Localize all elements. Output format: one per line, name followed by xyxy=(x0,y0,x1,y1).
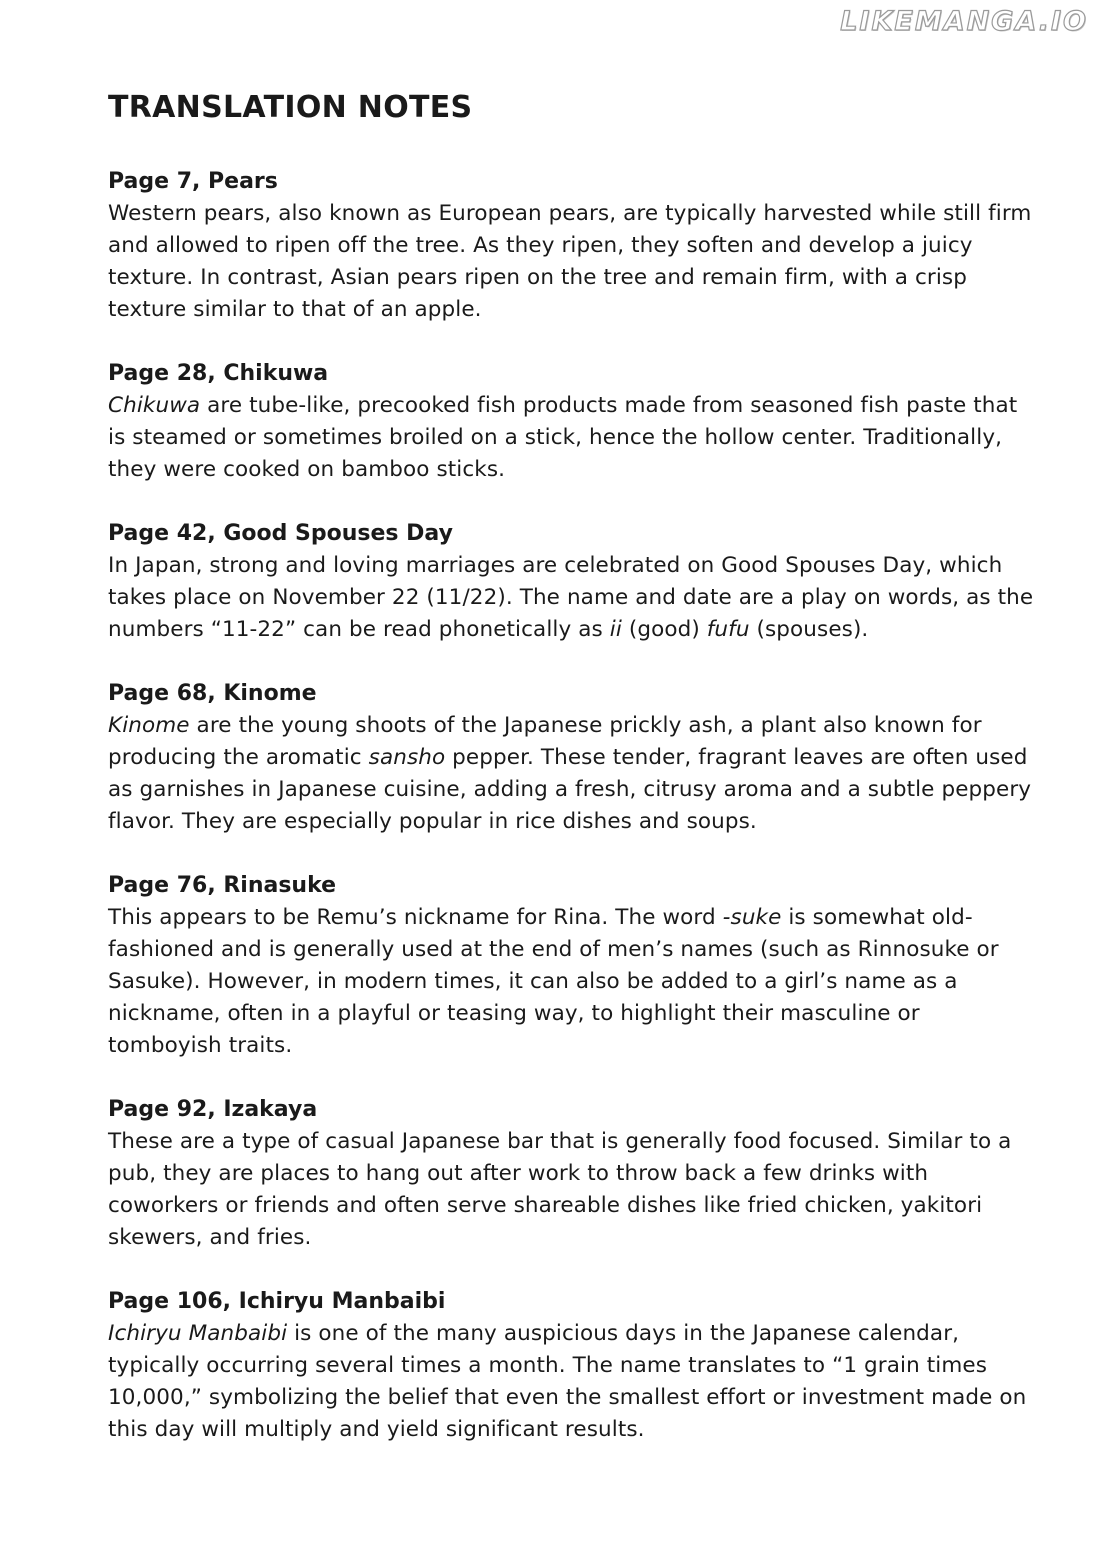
note-body xyxy=(108,198,1038,326)
translation-notes-page xyxy=(108,86,1038,1478)
note-heading: Page 28, Chikuwa xyxy=(108,361,329,386)
note-term: fufu xyxy=(706,617,750,642)
note-text: In Japan, strong and loving marriages are celebrated on Good Spouses Day, which takes place on November 22 (11/22). The name and date are a play on words, as the numbers “11-22” can be read phonetically as xyxy=(108,553,1034,642)
note-term: -suke xyxy=(722,905,782,930)
note-heading: Page 42, Good Spouses Day xyxy=(108,521,453,546)
note-term: Kinome xyxy=(108,713,190,738)
note-text: are the young shoots of the Japanese prickly ash, a plant also known for producing the aromatic xyxy=(108,713,982,770)
note-heading: Page 68, Kinome xyxy=(108,681,317,706)
note-text: are tube-like, precooked fish products made from seasoned fish paste that is steamed or sometimes broiled on a stick, hence the hollow center. Traditionally, they were cooked on bamboo sticks. xyxy=(108,393,1018,482)
note-entry xyxy=(108,1286,1038,1446)
note-entry xyxy=(108,358,1038,486)
note-entry xyxy=(108,518,1038,646)
note-term: sansho xyxy=(368,745,446,770)
note-text: (spouses). xyxy=(749,617,869,642)
note-body xyxy=(108,902,1038,1062)
note-body xyxy=(108,390,1038,486)
note-heading: Page 106, Ichiryu Manbaibi xyxy=(108,1289,446,1314)
note-text: pepper. These tender, fragrant leaves are often used as garnishes in Japanese cuisine, adding a fresh, citrusy aroma and a subtle peppery flavor. They are especially popular in rice dishes and soups. xyxy=(108,745,1032,834)
note-text: This appears to be Remu’s nickname for Rina. The word xyxy=(108,905,723,930)
page-title: TRANSLATION NOTES xyxy=(108,90,473,125)
note-term: Chikuwa xyxy=(108,393,201,418)
note-term: Ichiryu Manbaibi xyxy=(108,1321,288,1346)
note-text: Western pears, also known as European pears, are typically harvested while still firm and allowed to ripen off the tree. As they ripen, they soften and develop a juicy texture. In contrast, Asian pears ripen on the tree and remain firm, with a crisp texture similar to that of an apple. xyxy=(108,201,1032,322)
note-body xyxy=(108,1126,1038,1254)
note-entry xyxy=(108,166,1038,326)
note-heading: Page 7, Pears xyxy=(108,169,278,194)
note-text: is one of the many auspicious days in the Japanese calendar, typically occurring several times a month. The name translates to “1 grain times 10,000,” symbolizing the belief that even the smallest effort or investment made on this day will multiply and yield significant results. xyxy=(108,1321,1027,1442)
note-text: (good) xyxy=(621,617,707,642)
note-text: is somewhat old-fashioned and is generally used at the end of men’s names (such as Rinnosuke or Sasuke). However, in modern times, it can also be added to a girl’s name as a nickname, often in a playful or teasing way, to highlight their masculine or tomboyish traits. xyxy=(108,905,999,1058)
note-body xyxy=(108,710,1038,838)
note-body xyxy=(108,550,1038,646)
note-entry xyxy=(108,1094,1038,1254)
notes-list xyxy=(108,166,1038,1446)
watermark: LIKEMANGA.IO xyxy=(840,6,1088,37)
note-heading: Page 92, Izakaya xyxy=(108,1097,318,1122)
note-body xyxy=(108,1318,1038,1446)
note-text: These are a type of casual Japanese bar that is generally food focused. Similar to a pub, they are places to hang out after work to throw back a few drinks with coworkers or friends and often serve shareable dishes like fried chicken, yakitori skewers, and fries. xyxy=(108,1129,1012,1250)
note-entry xyxy=(108,870,1038,1062)
note-entry xyxy=(108,678,1038,838)
note-term: ii xyxy=(609,617,622,642)
note-heading: Page 76, Rinasuke xyxy=(108,873,337,898)
